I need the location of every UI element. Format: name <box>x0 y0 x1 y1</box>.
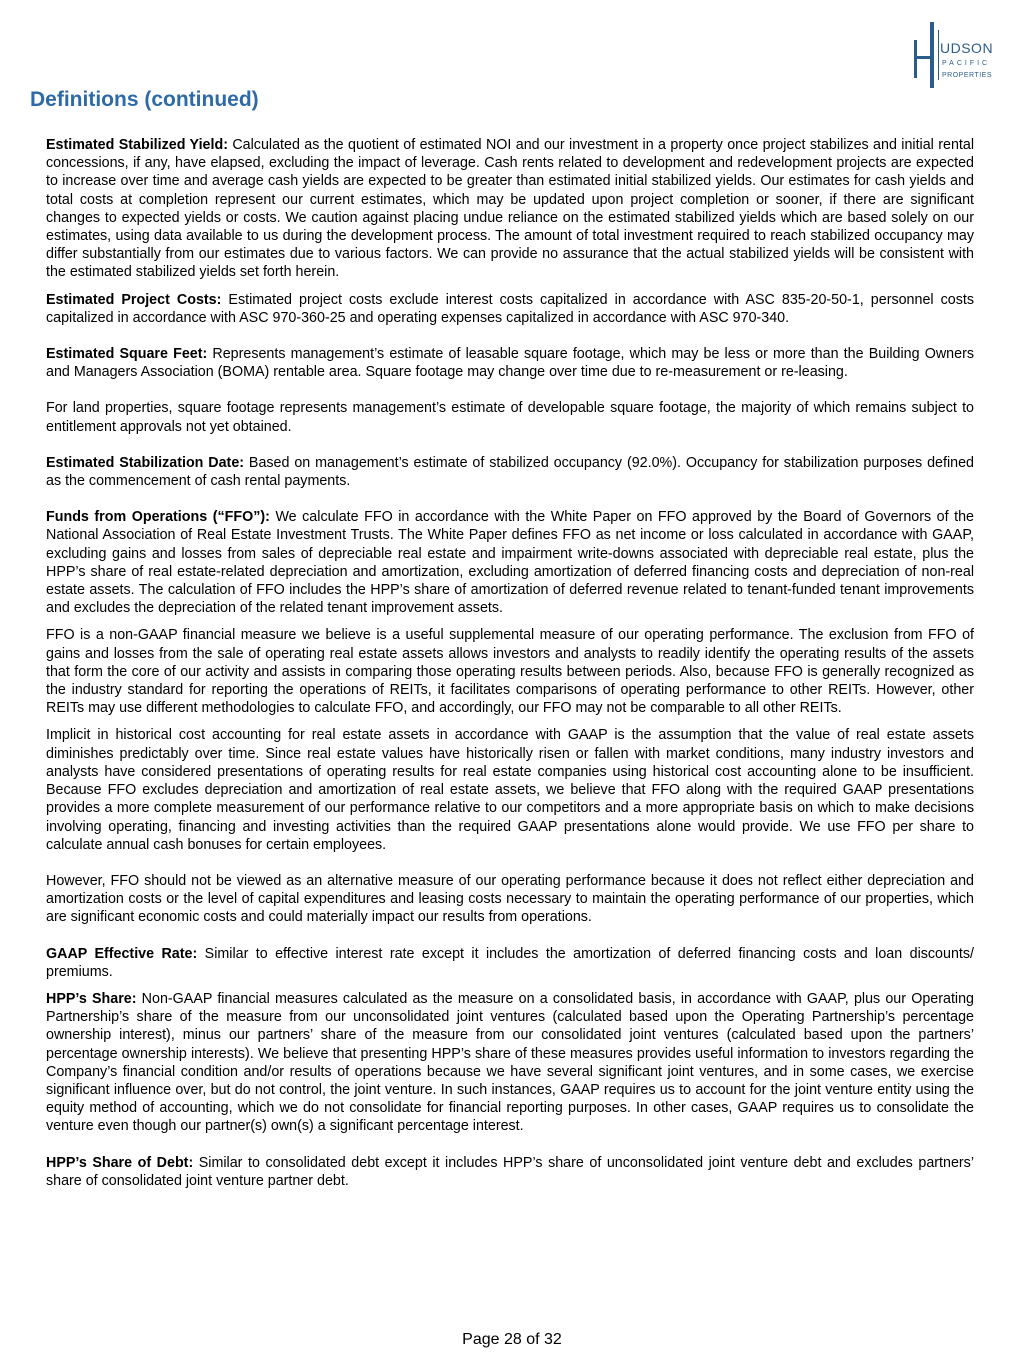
paragraph-ffo-non-gaap <box>46 626 974 717</box>
definition-hpp-share <box>46 990 974 1136</box>
definition-term: Estimated Stabilized Yield: <box>46 137 228 153</box>
definition-estimated-stabilization-date <box>46 454 974 490</box>
definition-gaap-effective-rate <box>46 945 974 981</box>
paragraph-historical-cost <box>46 726 974 853</box>
definition-term: HPP’s Share of Debt: <box>46 1154 194 1171</box>
definition-term: HPP’s Share: <box>46 990 137 1007</box>
paragraph-text: For land properties, square footage represents management’s estimate of developable square footage, the majority of which remains subject to entitlement approvals not yet obtained. <box>46 400 974 435</box>
definition-hpp-share-of-debt <box>46 1154 974 1190</box>
definition-ffo <box>46 508 974 617</box>
definition-estimated-square-feet <box>46 345 974 381</box>
paragraph-text: FFO is a non-GAAP financial measure we believe is a useful supplemental measure of our operating performance. The exclusion from FFO of gains and losses from the sale of operating real estate assets allows investors and analysts to readily identify the operating results of the assets that form the core of our activity and assists in comparing those operating results between periods. Also, because FFO is generally recognized as the industry standard for reporting the operations of REITs, it facilitates comparisons of operating performance to other REITs. However, other REITs may use different methodologies to calculate FFO, and accordingly, our FFO may not be comparable to all other REITs. <box>46 627 974 717</box>
page-title: Definitions (continued) <box>30 88 259 111</box>
definition-term: GAAP Effective Rate: <box>46 945 198 962</box>
definition-text: Calculated as the quotient of estimated NOI and our investment in a property once project stabilizes and initial rental concessions, if any, have elapsed, excluding the impact of leverage. Cash rents related to development and redevelopment projects are expected to increase over time and average cash yields are expected to be greater than estimated initial stabilized yields. Our estimates for cash yields and total costs at completion represent our current estimates, which may be updated upon project completion or sooner, if there are significant changes to expected yields or costs. We caution against placing undue reliance on the estimated stabilized yields which are based solely on our estimates, using data available to us during the development process. The amount of total investment required to reach stabilized occupancy may differ substantially from our estimates due to various factors. We can provide no assurance that the actual stabilized yields will be consistent with the estimated stabilized yields set forth herein. <box>46 137 975 281</box>
definition-text: Similar to consolidated debt except it includes HPP’s share of unconsolidated joint venture debt and excludes partners’ share of consolidated joint venture partner debt. <box>46 1154 974 1189</box>
definition-text: Represents management’s estimate of leasable square footage, which may be less or more than the Building Owners and Managers Association (BOMA) rentable area. Square footage may change over time due to re-measurement or re-leasing. <box>46 346 974 381</box>
definition-text: We calculate FFO in accordance with the White Paper on FFO approved by the Board of Governors of the National Association of Real Estate Investment Trusts. The White Paper defines FFO as net income or loss calculated in accordance with GAAP, excluding gains and losses from sales of depreciable real estate and impairment write-downs associated with depreciable real estate, plus the HPP’s share of real estate-related depreciation and amortization, excluding amortization of deferred financing costs and depreciation of non-real estate assets. The calculation of FFO includes the HPP’s share of amortization of deferred revenue related to tenant-funded tenant improvements and excludes the depreciation of the related tenant improvement assets. <box>46 509 974 617</box>
paragraph-text: However, FFO should not be viewed as an alternative measure of our operating performance because it does not reflect either depreciation and amortization costs or the level of capital expenditures and leasing costs necessary to maintain the operating performance of our properties, which are significant economic costs and could materially impact our results from operations. <box>46 872 974 926</box>
definitions-body <box>46 136 974 1190</box>
definition-term: Estimated Project Costs: <box>46 291 222 308</box>
definition-term: Funds from Operations (“FFO”): <box>46 509 270 526</box>
company-logo <box>914 20 1004 92</box>
logo-line-pacific: PACIFIC <box>942 60 991 67</box>
logo-word: UDSON <box>940 40 994 56</box>
definition-text: Estimated project costs exclude interest costs capitalized in accordance with ASC 835-20-50-1, personnel costs capitalized in accordance with ASC 970-360-25 and operating expenses capitalized in accordance with ASC 970-340. <box>46 291 974 326</box>
definition-term: Estimated Stabilization Date: <box>46 454 245 471</box>
paragraph-land-properties <box>46 399 974 435</box>
definition-estimated-project-costs <box>46 291 974 327</box>
definition-text: Similar to effective interest rate except it includes the amortization of deferred financing costs and loan discounts/ premiums. <box>46 945 974 980</box>
definition-text: Based on management’s estimate of stabilized occupancy (92.0%). Occupancy for stabilization purposes defined as the commencement of cash rental payments. <box>46 454 974 490</box>
definition-term: Estimated Square Feet: <box>46 346 208 363</box>
logo-line-properties: PROPERTIES <box>942 72 992 79</box>
definition-estimated-stabilized-yield <box>46 136 974 282</box>
logo-letter: H <box>914 20 915 21</box>
paragraph-ffo-limitations <box>46 872 974 927</box>
definition-text: Non-GAAP financial measures calculated as the measure on a consolidated basis, in accordance with GAAP, plus our Operating Partnership’s share of the measure from our unconsolidated joint ventures (calculated based upon the Operating Partnership’s percentage ownership interest), minus our partners’ share of the measure from our consolidated joint ventures (calculated based upon the partners’ percentage ownership interests). We believe that presenting HPP’s share of these measures provides useful information to investors regarding the Company’s financial condition and/or results of operations because we have several significant joint ventures, and in some cases, we exercise significant influence over, but do not control, the joint venture. In such instances, GAAP requires us to account for the joint venture entity using the equity method of accounting, which we do not consolidate for financial reporting purposes. In other cases, GAAP requires us to consolidate the venture even though our partner(s) own(s) a significant percentage interest. <box>46 990 974 1135</box>
logo-mark <box>914 20 1004 92</box>
page-number: Page 28 of 32 <box>462 1331 562 1348</box>
paragraph-text: Implicit in historical cost accounting for real estate assets in accordance with GAAP is the assumption that the value of real estate assets diminishes predictably over time. Since real estate values have historically risen or fallen with market conditions, many industry investors and analysts have considered presentations of operating results for real estate companies using historical cost accounting alone to be insufficient. Because FFO excludes depreciation and amortization of real estate assets, we believe that FFO along with the required GAAP presentations provides a more complete measurement of our performance relative to our competitors and a more appropriate basis on which to make decisions involving operating, financing and investing activities than the required GAAP presentations alone would provide. We use FFO per share to calculate annual cash bonuses for certain employees. <box>46 727 974 853</box>
